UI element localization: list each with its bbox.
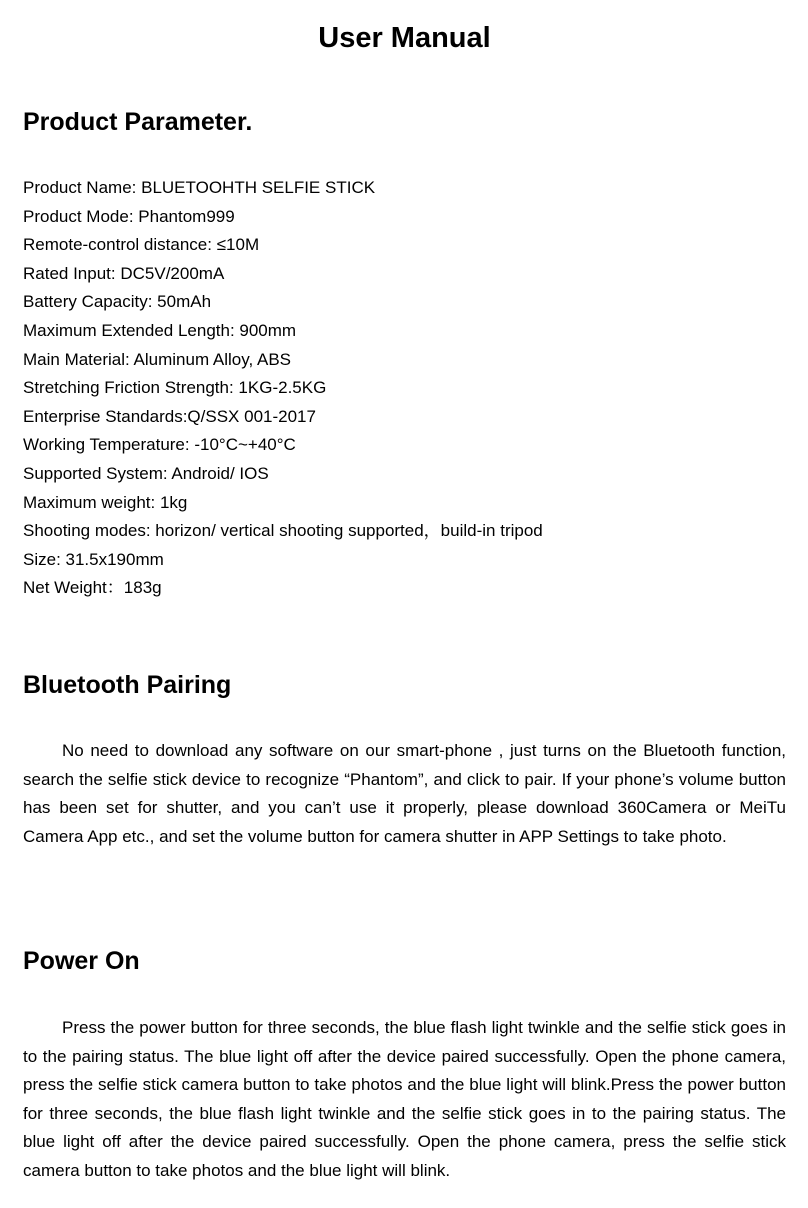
- parameter-item: Enterprise Standards:Q/SSX 001-2017: [23, 406, 316, 426]
- parameter-item: Supported System: Android/ IOS: [23, 463, 269, 483]
- parameter-item: Working Temperature: -10°C~+40°C: [23, 435, 296, 455]
- page-title: User Manual: [318, 22, 491, 54]
- parameter-list: [23, 174, 543, 603]
- bluetooth-pairing-paragraph: No need to download any software on our smart-phone , just turns on the Bluetooth function, search the selfie stick device to recognize “Phantom”, and click to pair. If your phone’s volume button has been set for shutter, and you can’t use it properly, please download 360Camera or MeiTu Camera App etc., and set the volume button for camera shutter in APP Settings to take photo.: [23, 741, 786, 846]
- parameter-item: Product Name: BLUETOOHTH SELFIE STICK: [23, 178, 376, 197]
- parameter-item: Product Mode: Phantom999: [23, 206, 235, 226]
- parameter-item: Remote-control distance: ≤10M: [23, 235, 260, 255]
- parameter-item: Net Weight：183g: [23, 578, 162, 598]
- parameter-item: Maximum weight: 1kg: [23, 492, 188, 512]
- section-heading-product-parameter: Product Parameter.: [23, 108, 253, 136]
- section-heading-power-on: Power On: [23, 947, 140, 975]
- parameter-item: Battery Capacity: 50mAh: [23, 292, 212, 312]
- parameter-item: Stretching Friction Strength: 1KG-2.5KG: [23, 378, 327, 398]
- section-heading-bluetooth-pairing: Bluetooth Pairing: [23, 671, 232, 699]
- power-on-paragraph: Press the power button for three seconds, the blue flash light twinkle and the selfie stick goes in to the pairing status. The blue light off after the device paired successfully. Open the phone camera, press the selfie stick camera button to take photos and the blue light will blink.Press the power button for three seconds, the blue flash light twinkle and the selfie stick goes in to the pairing status. The blue light off after the device paired successfully. Open the phone camera, press the selfie stick camera button to take photos and the blue light will blink.: [23, 1018, 786, 1180]
- parameter-item: Shooting modes: horizon/ vertical shooting supported，build-in tripod: [23, 521, 543, 541]
- parameter-item: Maximum Extended Length: 900mm: [23, 320, 297, 340]
- parameter-item: Size: 31.5x190mm: [23, 549, 164, 569]
- parameter-item: Rated Input: DC5V/200mA: [23, 263, 225, 283]
- parameter-item: Main Material: Aluminum Alloy, ABS: [23, 349, 292, 369]
